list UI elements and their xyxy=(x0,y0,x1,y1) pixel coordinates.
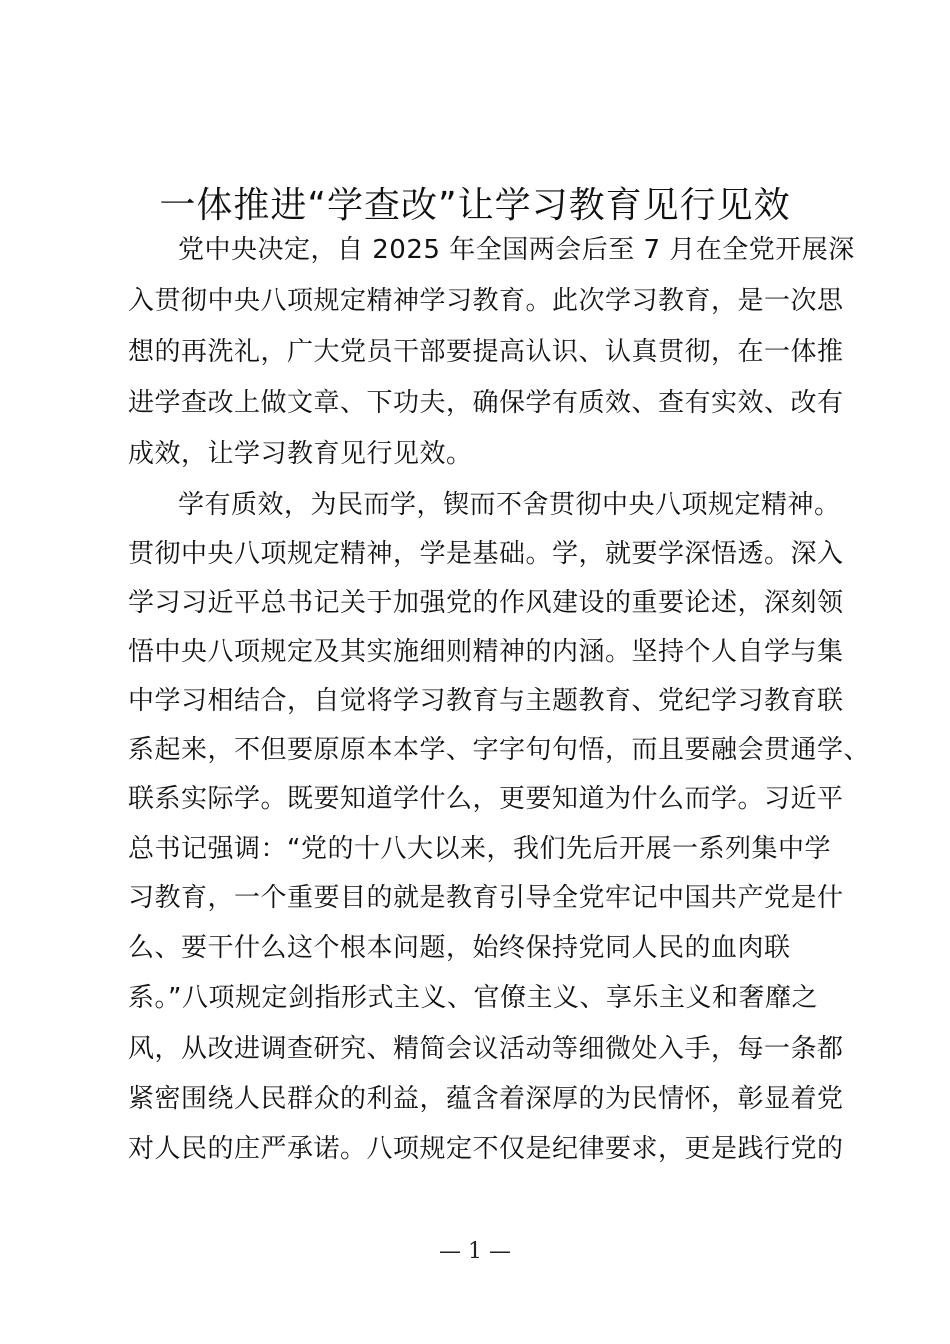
body-line: 风，从改进调查研究、精简会议活动等细微处入手，每一条都 xyxy=(128,1034,844,1064)
body-line: 进学查改上做文章、下功夫，确保学有质效、查有实效、改有 xyxy=(128,388,844,418)
body-line: 联系实际学。既要知道学什么，更要知道为什么而学。习近平 xyxy=(128,784,844,814)
document-title: 一体推进“学查改”让学习教育见行见效 xyxy=(159,185,791,226)
body-line: 系。”八项规定剑指形式主义、官僚主义、享乐主义和奢靡之 xyxy=(128,983,818,1013)
body-line: 中学习相结合，自觉将学习教育与主题教育、党纪学习教育联 xyxy=(128,686,844,716)
body-line: 习教育，一个重要目的就是教育引导全党牢记中国共产党是什 xyxy=(128,883,844,913)
body-line: 贯彻中央八项规定精神，学是基础。学，就要学深悟透。深入 xyxy=(128,539,844,569)
body-line: 想的再洗礼，广大党员干部要提高认识、认真贯彻，在一体推 xyxy=(128,337,844,367)
body-line: 入贯彻中央八项规定精神学习教育。此次学习教育，是一次思 xyxy=(128,286,844,316)
body-line: 么、要干什么这个根本问题，始终保持党同人民的血肉联 xyxy=(128,933,791,963)
body-line: 学习习近平总书记关于加强党的作风建设的重要论述，深刻领 xyxy=(128,588,844,618)
body-line: 对人民的庄严承诺。八项规定不仅是纪律要求，更是践行党的 xyxy=(128,1134,844,1164)
body-line: 成效，让学习教育见行见效。 xyxy=(128,439,473,469)
body-line: 总书记强调：“党的十八大以来，我们先后开展一系列集中学 xyxy=(128,834,831,864)
body-line: 系起来，不但要原原本本学、字字句句悟，而且要融会贯通学、 xyxy=(128,735,871,765)
body-line: 学有质效，为民而学，锲而不舍贯彻中央八项规定精神。 xyxy=(178,490,841,520)
body-line: 党中央决定，自 2025 年全国两会后至 7 月在全党开展深 xyxy=(178,235,855,265)
body-line: 悟中央八项规定及其实施细则精神的内涵。坚持个人自学与集 xyxy=(128,637,844,667)
page-number: — 1 — xyxy=(439,1239,511,1264)
body-line: 紧密围绕人民群众的利益，蕴含着深厚的为民情怀，彰显着党 xyxy=(128,1084,844,1114)
